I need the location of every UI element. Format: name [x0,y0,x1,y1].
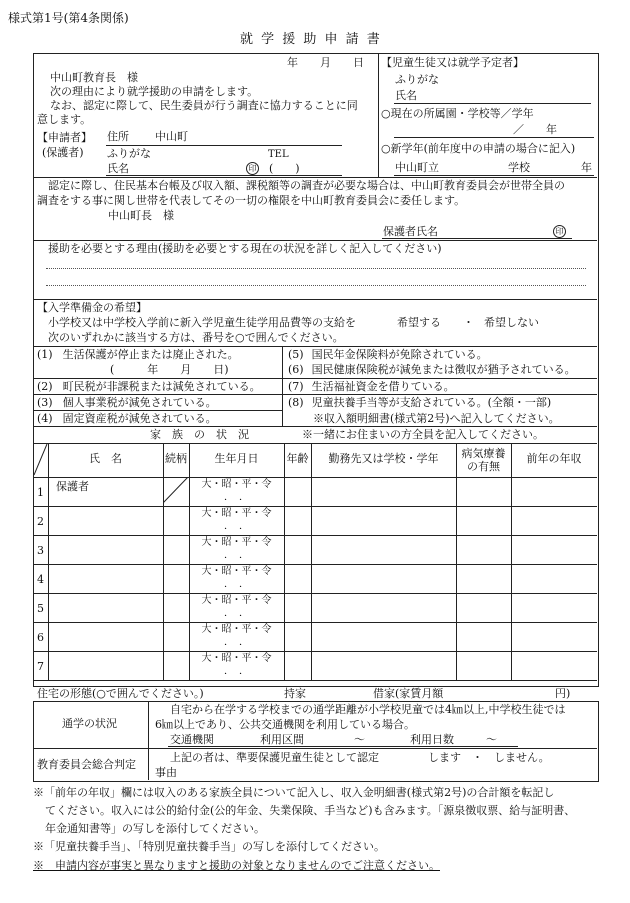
reason-line-1[interactable] [46,268,586,269]
grid-line [34,748,597,749]
prep-no-hope-option[interactable]: 希望しない [484,316,539,329]
judgement-text: 上記の者は、準要保護児童生徒として認定 [170,751,379,764]
condition-5[interactable]: (5) 国民年金保険料が免除されている。 [288,348,488,361]
commute-text-1: 自宅から在学する学校までの通学距離が小学校児童では4㎞以上,中学校生徒では [170,703,566,716]
grid-line [34,622,597,623]
current-school-label: ○現在の所属園・学校等／学年 [381,107,534,120]
header-birthdate: 生年月日 [214,452,259,465]
year-label: 年 [581,161,592,174]
section-divider [34,299,597,300]
applicant-furigana-label: ふりがな [107,147,151,160]
commute-text-2: 6㎞以上であり、公共交通機関を利用している場合。 [155,718,415,731]
applicant-seal [246,162,259,175]
grid-line [34,394,282,395]
grid-line [34,564,597,565]
grid-line [34,506,597,507]
form-number: 様式第1号(第4条関係) [8,11,129,25]
header-income: 前年の年収 [526,452,582,465]
guardian-name-field[interactable] [382,238,572,239]
tilde-1: 〜 [354,733,365,746]
note-1-cont: てください。収入には公的給付金(公的年金、失業保険、手当など)も含みます。「源泉徴収票、給与証明書、 [45,804,576,817]
condition-8-note: ※収入額明細書(様式第2号)へ記入してください。 [313,412,560,425]
header-relation: 続柄 [165,452,187,465]
grid-line [34,410,282,411]
reason-label: 援助を必要とする理由(援助を必要とする現在の状況を詳しく記入してください) [48,242,442,255]
grid-line [511,443,512,680]
address-field[interactable] [106,145,342,146]
seal-icon: 印 [553,225,566,238]
birthdate-era[interactable]: 大・昭・平・令 [201,479,272,490]
row-number: 2 [37,515,44,528]
family-title: 家 族 の 状 況 [150,428,249,441]
grid-line [284,443,285,680]
birthdate-era[interactable]: 大・昭・平・令 [201,595,272,606]
birthdate-dots: ． ． [224,521,249,532]
judgement-separator: ・ [472,751,483,764]
birthdate-dots: ． ． [224,608,249,619]
header-workplace: 勤務先又は学校・学年 [328,452,439,465]
grid-line [34,651,597,652]
grid-line [34,426,597,427]
header-diagonal [34,444,48,476]
judgement-will-option[interactable]: します [428,751,461,764]
birthdate-era[interactable]: 大・昭・平・令 [201,653,272,664]
grid-line [34,680,597,681]
guardian-label: (保護者) [42,146,84,159]
grid-line [34,378,597,379]
header-disease-line: 病気療養 [461,447,506,460]
condition-1-date: ( 年 月 日) [110,363,229,376]
row-number: 7 [37,660,44,673]
reason-line-2[interactable] [46,285,586,286]
current-school-field[interactable] [394,137,594,138]
yen-label: 円) [555,687,571,700]
seal-icon: 印 [246,162,259,175]
section-divider [34,240,597,241]
housing-owned-option[interactable]: 持家 [284,687,306,700]
intro-text-2: なお、認定に際して、民生委員が行う調査に協力することに同 [50,99,358,112]
condition-6[interactable]: (6) 国民健康保険税が減免または徴収が猶予されている。 [288,363,576,376]
note-1: ※「前年の年収」欄には収入のある家族全員について記入し、収入金明細書(様式第2号)の合計額を転記し [33,786,555,799]
commute-field[interactable] [168,746,518,747]
housing-label: 住宅の形態(○で囲んでください。) [37,687,204,700]
days-label: 利用日数 [410,733,454,746]
intro-text-1: 次の理由により就学援助の申請をします。 [50,85,259,98]
row-number: 5 [37,602,44,615]
new-year-label: ○新学年(前年度中の申請の場合に記入) [381,142,576,155]
birthdate-era[interactable]: 大・昭・平・令 [201,624,272,635]
header-age: 年齢 [286,452,309,465]
student-header: 【児童生徒又は就学予定者】 [381,56,524,69]
header-name: 氏 名 [89,452,122,465]
grid-line [34,593,597,594]
current-year-label: ／ 年 [513,123,557,136]
condition-1[interactable]: (1) 生活保護が停止または廃止された。 [37,348,239,361]
birthdate-era[interactable]: 大・昭・平・令 [201,566,272,577]
grid-line [311,443,312,680]
family-note: ※一緒にお住まいの方全員を記入してください。 [302,428,544,441]
condition-3[interactable]: (3) 個人事業税が減免されている。 [37,396,217,409]
grid-line [34,477,597,478]
grid-line [148,702,149,780]
student-name-field[interactable] [394,103,591,104]
intro-text-3: 意します。 [37,113,92,126]
note-1-cont-2: 年金通知書等」の写しを添付してください。 [45,822,265,835]
date-line: 年 月 日 [287,56,364,69]
school-label: 学校 [508,161,530,174]
prep-header: 【入学準備金の希望】 [37,301,147,314]
circle-instruction: 次のいずれかに該当する方は、番号を○で囲んでください。 [48,331,344,344]
birthdate-dots: ． ． [224,550,249,561]
birthdate-era[interactable]: 大・昭・平・令 [201,537,272,548]
town-label: 中山町立 [395,161,439,174]
prep-separator: ・ [463,316,474,329]
birthdate-dots: ． ． [224,666,249,677]
birthdate-dots: ． ． [224,579,249,590]
housing-rented-option[interactable]: 借家(家賃月額 [373,687,444,700]
tilde-2: 〜 [486,733,497,746]
addressee: 中山町教育長 様 [50,71,138,84]
judgement-wont-option[interactable]: しません。 [494,751,550,764]
member-name: 保護者 [56,480,89,493]
condition-7[interactable]: (7) 生活福祉資金を借りている。 [288,380,455,393]
header-disease [456,447,511,473]
birthdate-dots: ． ． [224,637,249,648]
note-3: ※ 申請内容が事実と異なりますと援助の対象となりませんのでご注意ください。 [33,859,440,872]
condition-8[interactable]: (8) 児童扶養手当等が支給されている。(全額・一部) [288,396,552,409]
row-number: 1 [37,486,44,499]
grid-line [282,346,283,426]
row-number: 4 [37,573,44,586]
column-divider [378,54,379,177]
tel-paren: ( ) [269,162,300,175]
note-2: ※「児童扶養手当」、「特別児童扶養手当」の写しを添付してください。 [33,840,385,853]
relation-diagonal [163,477,189,504]
page-title: 就 学 援 助 申 請 書 [240,32,382,47]
address-value: 中山町 [155,130,188,143]
student-furigana-label: ふりがな [395,73,439,86]
consent-line-2: 調査をする事に関し世帯を代表してその一切の権限を中山町教育委員会に委任します。 [37,194,466,207]
student-name-label: 氏名 [395,89,417,102]
consent-line-1: 認定に際し、住民基本台帳及び収入額、課税額等の調査が必要な場合は、中山町教育委員会が世帯全員の [48,179,565,192]
condition-4[interactable]: (4) 固定資産税が減免されている。 [37,412,217,425]
birthdate-dots: ． ． [224,492,249,503]
grid-line [456,443,457,680]
prep-line: 小学校又は中学校入学前に新入学児童生徒学用品費等の支給を [48,316,356,329]
judgement-label: 教育委員会総合判定 [37,758,136,771]
row-number: 6 [37,631,44,644]
section-divider [34,177,597,178]
row-number: 3 [37,544,44,557]
tel-label: TEL [268,149,289,160]
birthdate-era[interactable]: 大・昭・平・令 [201,508,272,519]
prep-hope-option[interactable]: 希望する [397,316,441,329]
condition-2[interactable]: (2) 町民税が非課税または減免されている。 [37,380,261,393]
new-school-field[interactable] [394,175,594,176]
grid-line [34,346,597,347]
applicant-label: 【申請者】 [37,131,92,144]
transport-label: 交通機関 [170,733,214,746]
grid-line [48,443,49,680]
commute-label: 通学の状況 [62,717,117,730]
grid-line [34,443,597,444]
header-disease-line: の有無 [467,460,500,473]
section-label: 利用区間 [260,733,304,746]
grid-line [282,394,597,395]
applicant-name-field[interactable] [106,175,342,176]
grid-line [34,535,597,536]
consent-seal [553,225,566,238]
applicant-name-label: 氏名 [107,162,129,175]
address-label: 住所 [107,130,129,143]
judgement-reason: 事由 [155,766,177,779]
guardian-name-label: 保護者氏名 [383,225,438,238]
consent-addressee: 中山町長 様 [108,209,174,222]
